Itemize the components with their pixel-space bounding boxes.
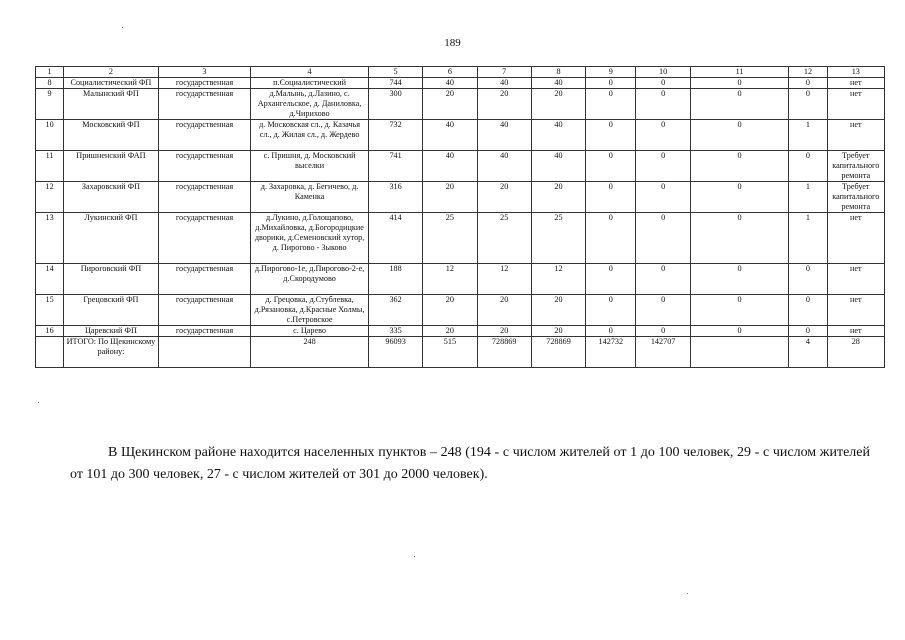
table-cell: 0 [690, 326, 789, 337]
table-cell: 11 [36, 151, 64, 182]
table-cell [36, 337, 64, 368]
table-cell: 300 [368, 89, 422, 120]
table-cell: 12 [789, 67, 827, 78]
scan-speck [414, 556, 415, 557]
table-cell: Московский ФП [64, 120, 159, 151]
table-cell: государственная [158, 89, 251, 120]
table-row [36, 213, 885, 264]
table-cell: государственная [158, 151, 251, 182]
table-cell: д.Малынь, д.Лазино, с. Архангельское, д. Даниловка, д.Чирихово [251, 89, 369, 120]
table-cell: Захаровский ФП [64, 182, 159, 213]
table-cell: 741 [368, 151, 422, 182]
table-cell: 414 [368, 213, 422, 264]
table-cell: государственная [158, 295, 251, 326]
table-cell: 96093 [368, 337, 422, 368]
table-cell: 744 [368, 78, 422, 89]
table-cell: 728869 [477, 337, 531, 368]
table-cell: Требует капитального ремонта [827, 182, 884, 213]
table-cell: государственная [158, 182, 251, 213]
table-cell: д. Грецовка, д.Стублевка, д.Рязановка, д.Красные Холмы, с.Петровское [251, 295, 369, 326]
table-cell: 188 [368, 264, 422, 295]
table-cell: Лукинский ФП [64, 213, 159, 264]
table-row [36, 89, 885, 120]
table-cell: д.Лукино, д.Голощапово, д.Михайловка, д.Богородицкие дворики, д.Семеновский хутор, д. Пироговo - Зыково [251, 213, 369, 264]
table-cell: 0 [636, 151, 690, 182]
table-cell: 40 [531, 151, 585, 182]
table-total-row [36, 337, 885, 368]
table-cell: 5 [368, 67, 422, 78]
table-cell: нет [827, 78, 884, 89]
table-cell: 0 [586, 151, 636, 182]
table-cell: с. Царево [251, 326, 369, 337]
table-cell: 8 [36, 78, 64, 89]
table-cell: 9 [36, 89, 64, 120]
table-cell: 0 [586, 326, 636, 337]
table-cell: 0 [789, 151, 827, 182]
table-cell: 0 [636, 89, 690, 120]
table-cell: 20 [423, 182, 477, 213]
table-cell: 0 [636, 213, 690, 264]
table-cell: государственная [158, 264, 251, 295]
table-cell: 1 [36, 67, 64, 78]
table-header-row [36, 67, 885, 78]
scan-speck [687, 593, 688, 594]
table-cell: 15 [36, 295, 64, 326]
table-cell: 11 [690, 67, 789, 78]
table-cell: Пришненский ФАП [64, 151, 159, 182]
table-cell: 362 [368, 295, 422, 326]
table-cell: 40 [423, 151, 477, 182]
table-cell: 40 [477, 78, 531, 89]
table-cell: 13 [36, 213, 64, 264]
table-cell: 2 [64, 67, 159, 78]
table-cell: д. Московская сл., д. Казачья сл., д. Жилая сл., д. Жердево [251, 120, 369, 151]
table-cell: 28 [827, 337, 884, 368]
table-cell: 0 [586, 182, 636, 213]
table-cell: 20 [531, 326, 585, 337]
table-cell: 0 [690, 213, 789, 264]
table-cell: 142732 [586, 337, 636, 368]
table-cell: 20 [477, 182, 531, 213]
table-cell: 10 [36, 120, 64, 151]
table-cell: государственная [158, 120, 251, 151]
table-cell: нет [827, 89, 884, 120]
table-cell: 3 [158, 67, 251, 78]
table-cell: 20 [423, 326, 477, 337]
table-cell: 20 [477, 295, 531, 326]
table-cell: 0 [586, 295, 636, 326]
scan-speck [122, 27, 123, 28]
table-cell: нет [827, 295, 884, 326]
table-cell: 6 [423, 67, 477, 78]
table-cell: государственная [158, 213, 251, 264]
table-cell: ИТОГО: По Щекинскому району: [64, 337, 159, 368]
table-cell: 0 [789, 295, 827, 326]
table-cell: Царевский ФП [64, 326, 159, 337]
table-cell: 25 [531, 213, 585, 264]
table-cell: 1 [789, 120, 827, 151]
table-cell: п.Социалистический [251, 78, 369, 89]
table-cell: 25 [423, 213, 477, 264]
table-cell: 10 [636, 67, 690, 78]
table-cell: 1 [789, 182, 827, 213]
table-cell: 16 [36, 326, 64, 337]
summary-paragraph: В Щекинском районе находится населенных пунктов – 248 (194 - с числом жителей от 1 до 100 человек, 29 - с числом жителей от 101 до 300 человек, 27 - с числом жителей от 301 до 2000 человек). [70, 445, 870, 482]
table-cell: 14 [36, 264, 64, 295]
table-cell: Требует капитального ремонта [827, 151, 884, 182]
table-cell: 20 [423, 295, 477, 326]
table-row [36, 264, 885, 295]
table-cell: государственная [158, 326, 251, 337]
table-cell: 0 [690, 264, 789, 295]
table-cell: 0 [789, 78, 827, 89]
table-cell: 0 [789, 89, 827, 120]
table-cell: 0 [586, 264, 636, 295]
table-cell: 9 [586, 67, 636, 78]
table-cell: нет [827, 213, 884, 264]
table-cell: д. Захаровка, д. Бегичево, д. Каменка [251, 182, 369, 213]
table-cell: 12 [477, 264, 531, 295]
table-cell: 8 [531, 67, 585, 78]
table-cell: 0 [690, 182, 789, 213]
table-cell: Социалистический ФП [64, 78, 159, 89]
table-cell: 40 [423, 78, 477, 89]
table-cell: 40 [477, 151, 531, 182]
table-cell: 0 [636, 78, 690, 89]
table-cell: 20 [531, 295, 585, 326]
table-cell: 40 [477, 120, 531, 151]
table-cell: 0 [690, 295, 789, 326]
table-cell: нет [827, 264, 884, 295]
table-cell: 0 [690, 120, 789, 151]
table-cell: 4 [251, 67, 369, 78]
table-cell: д.Пирогово-1е, д.Пирогово-2-е, д.Скородумово [251, 264, 369, 295]
table-cell: 0 [586, 213, 636, 264]
table-cell: 0 [586, 78, 636, 89]
table-cell: 0 [586, 120, 636, 151]
table-cell: 12 [423, 264, 477, 295]
table-cell [690, 337, 789, 368]
table-cell: 248 [251, 337, 369, 368]
table-cell: 40 [423, 120, 477, 151]
table-cell: 7 [477, 67, 531, 78]
table-cell: 0 [690, 89, 789, 120]
table-cell: с. Пришня, д. Московский выселки [251, 151, 369, 182]
table-cell: Пироговский ФП [64, 264, 159, 295]
table-cell: 0 [636, 295, 690, 326]
table-cell: 0 [636, 264, 690, 295]
table-cell: нет [827, 120, 884, 151]
table-row [36, 120, 885, 151]
table-cell: нет [827, 326, 884, 337]
table-cell: 0 [690, 78, 789, 89]
table-cell: 728869 [531, 337, 585, 368]
scan-speck [38, 402, 39, 403]
table-cell: 515 [423, 337, 477, 368]
table-cell: Грецовский ФП [64, 295, 159, 326]
table-cell: 0 [636, 326, 690, 337]
table-cell: 12 [36, 182, 64, 213]
table-cell: 0 [636, 182, 690, 213]
table-cell: 13 [827, 67, 884, 78]
table-cell: 0 [586, 89, 636, 120]
table-cell: 142707 [636, 337, 690, 368]
table-cell: 40 [531, 120, 585, 151]
facilities-table [35, 66, 885, 368]
table-cell: 40 [531, 78, 585, 89]
table-cell: 335 [368, 326, 422, 337]
table-row [36, 78, 885, 89]
table-cell: 20 [477, 89, 531, 120]
table-cell: Малынский ФП [64, 89, 159, 120]
table-cell: 4 [789, 337, 827, 368]
table-row [36, 295, 885, 326]
table-cell: 1 [789, 213, 827, 264]
table-cell [158, 337, 251, 368]
table-cell: 0 [636, 120, 690, 151]
table-cell: 0 [789, 326, 827, 337]
table-row [36, 326, 885, 337]
table-cell: 0 [690, 151, 789, 182]
table-cell: 20 [423, 89, 477, 120]
table-cell: государственная [158, 78, 251, 89]
table-cell: 20 [531, 89, 585, 120]
table-cell: 20 [531, 182, 585, 213]
table-cell: 25 [477, 213, 531, 264]
page-number: 189 [444, 37, 461, 49]
table-row [36, 151, 885, 182]
table-cell: 12 [531, 264, 585, 295]
table-cell: 732 [368, 120, 422, 151]
table-row [36, 182, 885, 213]
table-cell: 316 [368, 182, 422, 213]
table-cell: 20 [477, 326, 531, 337]
table-cell: 0 [789, 264, 827, 295]
